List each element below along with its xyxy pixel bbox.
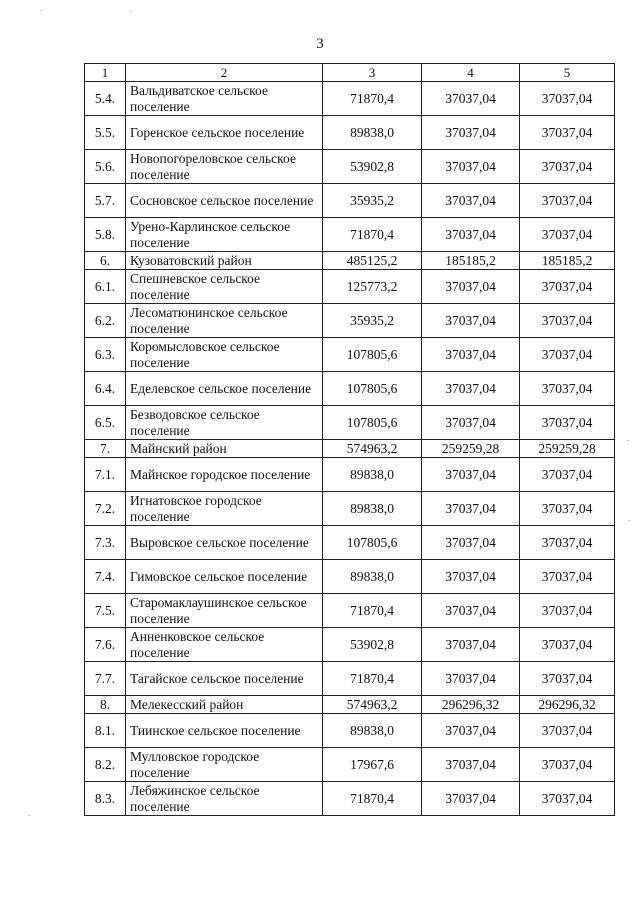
- table-row: [85, 82, 615, 116]
- value-col-5: 296296,32: [520, 696, 615, 714]
- header-cell-5: 5: [520, 64, 615, 82]
- row-name: Горенское сельское поселение: [126, 116, 323, 150]
- table-row: [85, 338, 615, 372]
- value-col-3: 574963,2: [323, 696, 422, 714]
- row-name: Тиинское сельское поселение: [126, 714, 323, 748]
- district-row: [85, 252, 615, 270]
- row-name: Майнский район: [126, 440, 323, 458]
- row-name: Безводовское сельское поселение: [126, 406, 323, 440]
- header-cell-1: 1: [85, 64, 126, 82]
- value-col-4: 37037,04: [422, 594, 520, 628]
- row-number: 6.4.: [85, 372, 126, 406]
- row-number: 8.3.: [85, 782, 126, 816]
- row-name: Сосновское сельское поселение: [126, 184, 323, 218]
- value-col-5: 37037,04: [520, 270, 615, 304]
- value-col-5: 37037,04: [520, 184, 615, 218]
- table-row: [85, 116, 615, 150]
- row-number: 7.7.: [85, 662, 126, 696]
- value-col-4: 296296,32: [422, 696, 520, 714]
- value-col-5: 37037,04: [520, 526, 615, 560]
- value-col-4: 37037,04: [422, 782, 520, 816]
- row-number: 7.4.: [85, 560, 126, 594]
- value-col-3: 53902,8: [323, 628, 422, 662]
- row-number: 5.5.: [85, 116, 126, 150]
- table-row: [85, 218, 615, 252]
- table-header-row: [85, 64, 615, 82]
- value-col-5: 37037,04: [520, 628, 615, 662]
- row-name: Мулловское городское поселение: [126, 748, 323, 782]
- value-col-3: 89838,0: [323, 560, 422, 594]
- row-number: 7.3.: [85, 526, 126, 560]
- value-col-4: 37037,04: [422, 714, 520, 748]
- table-row: [85, 304, 615, 338]
- table-row: [85, 662, 615, 696]
- row-number: 8.: [85, 696, 126, 714]
- district-row: [85, 696, 615, 714]
- value-col-3: 35935,2: [323, 184, 422, 218]
- value-col-4: 37037,04: [422, 150, 520, 184]
- value-col-4: 37037,04: [422, 526, 520, 560]
- row-number: 5.4.: [85, 82, 126, 116]
- value-col-3: 71870,4: [323, 82, 422, 116]
- value-col-4: 37037,04: [422, 560, 520, 594]
- row-name: Выровское сельское поселение: [126, 526, 323, 560]
- value-col-3: 107805,6: [323, 526, 422, 560]
- row-name: Новопогореловское сельское поселение: [126, 150, 323, 184]
- table-row: [85, 782, 615, 816]
- value-col-5: 37037,04: [520, 218, 615, 252]
- row-name: Майнское городское поселение: [126, 458, 323, 492]
- row-number: 8.1.: [85, 714, 126, 748]
- table-row: [85, 628, 615, 662]
- value-col-3: 71870,4: [323, 782, 422, 816]
- value-col-4: 37037,04: [422, 372, 520, 406]
- table-row: [85, 406, 615, 440]
- value-col-3: 107805,6: [323, 338, 422, 372]
- value-col-4: 37037,04: [422, 628, 520, 662]
- row-number: 6.5.: [85, 406, 126, 440]
- value-col-3: 107805,6: [323, 372, 422, 406]
- value-col-3: 125773,2: [323, 270, 422, 304]
- row-name: Тагайское сельское поселение: [126, 662, 323, 696]
- row-name: Кузоватовский район: [126, 252, 323, 270]
- scan-speck: [627, 440, 629, 441]
- value-col-4: 37037,04: [422, 270, 520, 304]
- value-col-5: 37037,04: [520, 594, 615, 628]
- row-name: Лебяжинское сельское поселение: [126, 782, 323, 816]
- value-col-3: 574963,2: [323, 440, 422, 458]
- row-number: 7.: [85, 440, 126, 458]
- row-name: Лесоматюнинское сельское поселение: [126, 304, 323, 338]
- value-col-5: 37037,04: [520, 82, 615, 116]
- table-row: [85, 270, 615, 304]
- value-col-3: 89838,0: [323, 116, 422, 150]
- value-col-5: 37037,04: [520, 662, 615, 696]
- table-row: [85, 150, 615, 184]
- table-row: [85, 748, 615, 782]
- value-col-3: 71870,4: [323, 594, 422, 628]
- row-number: 6.1.: [85, 270, 126, 304]
- value-col-4: 37037,04: [422, 304, 520, 338]
- value-col-3: 485125,2: [323, 252, 422, 270]
- row-number: 5.8.: [85, 218, 126, 252]
- value-col-5: 259259,28: [520, 440, 615, 458]
- value-col-5: 37037,04: [520, 406, 615, 440]
- row-name: Урено-Карлинское сельское поселение: [126, 218, 323, 252]
- value-col-4: 37037,04: [422, 116, 520, 150]
- value-col-4: 259259,28: [422, 440, 520, 458]
- value-col-5: 37037,04: [520, 714, 615, 748]
- row-name: Игнатовское городское поселение: [126, 492, 323, 526]
- value-col-3: 35935,2: [323, 304, 422, 338]
- table-body: [85, 64, 615, 816]
- row-number: 6.: [85, 252, 126, 270]
- value-col-5: 185185,2: [520, 252, 615, 270]
- scan-speck: [28, 815, 30, 816]
- row-name: Еделевское сельское поселение: [126, 372, 323, 406]
- value-col-4: 37037,04: [422, 748, 520, 782]
- value-col-5: 37037,04: [520, 748, 615, 782]
- value-col-5: 37037,04: [520, 560, 615, 594]
- header-cell-2: 2: [126, 64, 323, 82]
- value-col-5: 37037,04: [520, 372, 615, 406]
- row-name: Старомаклаушинское сельское поселение: [126, 594, 323, 628]
- value-col-4: 37037,04: [422, 458, 520, 492]
- value-col-5: 37037,04: [520, 150, 615, 184]
- page-number: 3: [316, 36, 324, 52]
- scan-speck: [628, 520, 630, 521]
- table-row: [85, 714, 615, 748]
- value-col-3: 53902,8: [323, 150, 422, 184]
- row-number: 5.6.: [85, 150, 126, 184]
- table-row: [85, 594, 615, 628]
- district-row: [85, 440, 615, 458]
- value-col-4: 37037,04: [422, 184, 520, 218]
- value-col-5: 37037,04: [520, 782, 615, 816]
- header-cell-3: 3: [323, 64, 422, 82]
- row-number: 7.1.: [85, 458, 126, 492]
- scan-speck: [130, 11, 132, 12]
- value-col-4: 37037,04: [422, 82, 520, 116]
- value-col-3: 71870,4: [323, 662, 422, 696]
- row-number: 6.2.: [85, 304, 126, 338]
- table-row: [85, 372, 615, 406]
- row-name: Анненковское сельское поселение: [126, 628, 323, 662]
- row-name: Мелекесский район: [126, 696, 323, 714]
- row-number: 8.2.: [85, 748, 126, 782]
- row-number: 7.2.: [85, 492, 126, 526]
- row-number: 7.6.: [85, 628, 126, 662]
- row-name: Спешневское сельское поселение: [126, 270, 323, 304]
- value-col-4: 37037,04: [422, 406, 520, 440]
- row-name: Гимовское сельское поселение: [126, 560, 323, 594]
- value-col-4: 185185,2: [422, 252, 520, 270]
- value-col-5: 37037,04: [520, 304, 615, 338]
- row-number: 6.3.: [85, 338, 126, 372]
- value-col-3: 17967,6: [323, 748, 422, 782]
- value-col-3: 107805,6: [323, 406, 422, 440]
- value-col-5: 37037,04: [520, 116, 615, 150]
- value-col-4: 37037,04: [422, 662, 520, 696]
- table-row: [85, 526, 615, 560]
- table-row: [85, 560, 615, 594]
- row-number: 7.5.: [85, 594, 126, 628]
- value-col-3: 71870,4: [323, 218, 422, 252]
- table-row: [85, 458, 615, 492]
- value-col-4: 37037,04: [422, 492, 520, 526]
- row-name: Коромысловское сельское поселение: [126, 338, 323, 372]
- value-col-4: 37037,04: [422, 338, 520, 372]
- value-col-5: 37037,04: [520, 458, 615, 492]
- allocation-table: [84, 63, 615, 816]
- scan-speck: [40, 10, 42, 11]
- table-row: [85, 184, 615, 218]
- header-cell-4: 4: [422, 64, 520, 82]
- value-col-5: 37037,04: [520, 492, 615, 526]
- value-col-4: 37037,04: [422, 218, 520, 252]
- row-name: Вальдиватское сельское поселение: [126, 82, 323, 116]
- row-number: 5.7.: [85, 184, 126, 218]
- value-col-3: 89838,0: [323, 492, 422, 526]
- value-col-5: 37037,04: [520, 338, 615, 372]
- value-col-3: 89838,0: [323, 458, 422, 492]
- table-row: [85, 492, 615, 526]
- value-col-3: 89838,0: [323, 714, 422, 748]
